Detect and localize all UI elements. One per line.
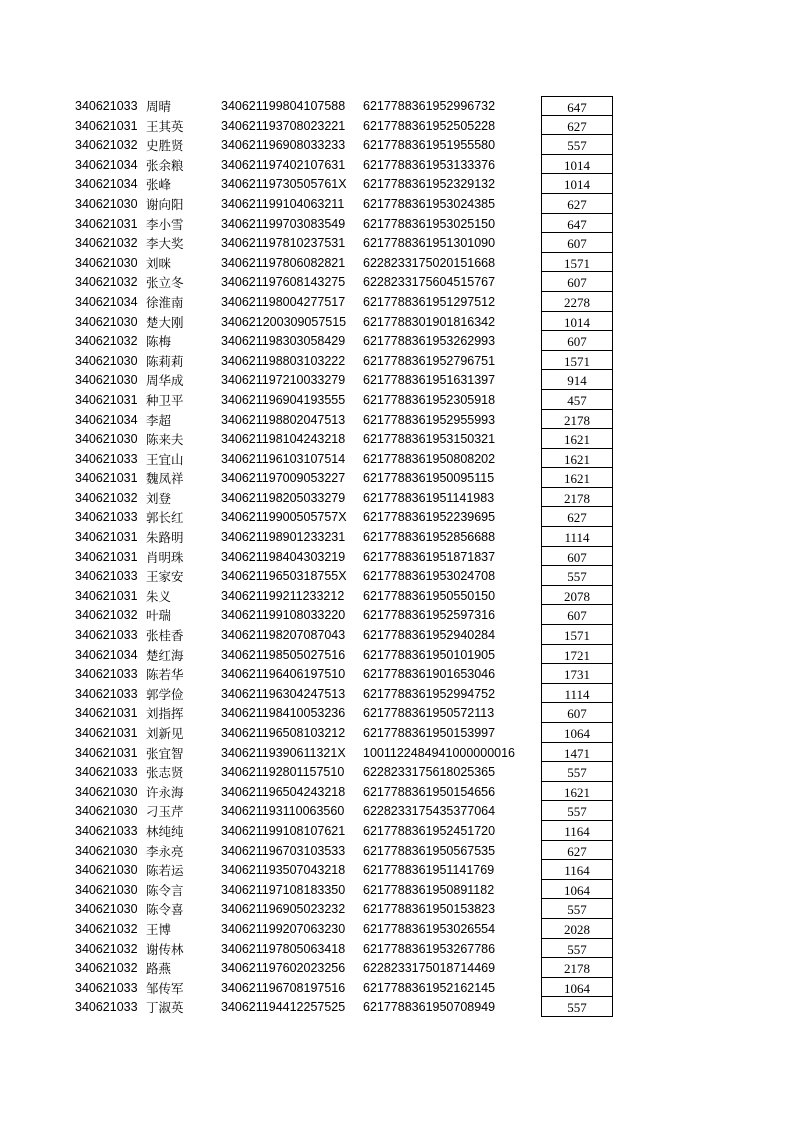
row-account-cell: 6217788361950101905	[363, 647, 496, 662]
table-row	[0, 312, 793, 332]
row-name-cell: 陈梅	[146, 334, 172, 350]
table-row	[0, 743, 793, 763]
row-amount-cell: 914	[541, 370, 613, 390]
row-amount-cell: 2178	[541, 958, 613, 978]
row-amount-cell: 2178	[541, 488, 613, 508]
row-code-cell: 340621031	[75, 471, 138, 486]
table-row	[0, 351, 793, 371]
table-row	[0, 292, 793, 312]
table-row	[0, 410, 793, 430]
row-code-cell: 340621030	[75, 373, 138, 388]
table-row	[0, 762, 793, 782]
row-amount-cell: 2278	[541, 292, 613, 312]
row-amount-cell: 607	[541, 605, 613, 625]
row-amount-cell: 2078	[541, 586, 613, 606]
row-code-cell: 340621032	[75, 138, 138, 153]
table-row	[0, 939, 793, 959]
row-account-cell: 6217788361952239695	[363, 510, 496, 525]
row-id-number-cell: 340621194412257525	[221, 1000, 346, 1015]
row-id-number-cell: 340621193507043218	[221, 863, 346, 878]
row-code-cell: 340621030	[75, 196, 138, 211]
row-amount-cell: 1571	[541, 625, 613, 645]
row-account-cell: 6217788361953267786	[363, 941, 496, 956]
row-account-cell: 6217788361953262993	[363, 334, 496, 349]
row-amount-cell: 1471	[541, 743, 613, 763]
table-row	[0, 586, 793, 606]
row-name-cell: 许永海	[146, 784, 184, 800]
row-code-cell: 340621030	[75, 843, 138, 858]
row-id-number-cell: 34062119730505761X	[221, 177, 347, 192]
table-row	[0, 782, 793, 802]
row-id-number-cell: 340621197602023256	[221, 961, 346, 976]
row-account-cell: 6217788361950808202	[363, 451, 496, 466]
row-id-number-cell: 340621198901233231	[221, 530, 346, 545]
row-account-cell: 6217788361953024708	[363, 569, 496, 584]
table-row	[0, 919, 793, 939]
table-row	[0, 821, 793, 841]
table-row	[0, 605, 793, 625]
row-code-cell: 340621031	[75, 706, 138, 721]
row-id-number-cell: 340621196905023232	[221, 902, 346, 917]
row-account-cell: 6228233175020151668	[363, 255, 496, 270]
row-name-cell: 丁淑英	[146, 1000, 184, 1016]
row-name-cell: 魏凤祥	[146, 471, 184, 487]
table-row	[0, 645, 793, 665]
row-id-number-cell: 340621196406197510	[221, 667, 346, 682]
table-row	[0, 116, 793, 136]
row-code-cell: 340621031	[75, 216, 138, 231]
row-name-cell: 陈令言	[146, 882, 184, 898]
row-code-cell: 340621034	[75, 157, 138, 172]
row-name-cell: 楚红海	[146, 647, 184, 663]
row-name-cell: 楚大刚	[146, 314, 184, 330]
row-amount-cell: 1014	[541, 312, 613, 332]
row-name-cell: 王家安	[146, 569, 184, 585]
row-account-cell: 6217788361951141769	[363, 863, 495, 878]
row-code-cell: 340621034	[75, 294, 138, 309]
row-code-cell: 340621030	[75, 255, 138, 270]
table-row	[0, 664, 793, 684]
row-amount-cell: 1621	[541, 429, 613, 449]
table-row	[0, 429, 793, 449]
row-code-cell: 340621032	[75, 334, 138, 349]
row-id-number-cell: 340621199703083549	[221, 216, 346, 231]
row-name-cell: 谢向阳	[146, 196, 184, 212]
row-name-cell: 陈若华	[146, 667, 184, 683]
row-code-cell: 340621034	[75, 412, 138, 427]
row-name-cell: 郭长红	[146, 510, 184, 526]
table-row	[0, 331, 793, 351]
table-row	[0, 174, 793, 194]
row-amount-cell: 1621	[541, 449, 613, 469]
row-name-cell: 李永亮	[146, 843, 184, 859]
row-name-cell: 张宜智	[146, 745, 184, 761]
row-code-cell: 340621031	[75, 118, 138, 133]
row-id-number-cell: 340621198505027516	[221, 647, 346, 662]
row-id-number-cell: 340621200309057515	[221, 314, 347, 329]
row-account-cell: 6217788361951301090	[363, 236, 496, 251]
table-row	[0, 566, 793, 586]
row-code-cell: 340621031	[75, 549, 138, 564]
table-row	[0, 488, 793, 508]
row-id-number-cell: 340621199207063230	[221, 921, 346, 936]
row-id-number-cell: 340621196508103212	[221, 726, 346, 740]
row-id-number-cell: 340621197402107631	[221, 157, 346, 172]
row-name-cell: 陈莉莉	[146, 353, 184, 369]
row-id-number-cell: 340621198803103222	[221, 353, 346, 368]
table-row	[0, 390, 793, 410]
row-amount-cell: 557	[541, 997, 613, 1017]
table-row	[0, 468, 793, 488]
row-id-number-cell: 340621198205033279	[221, 490, 346, 505]
table-row	[0, 214, 793, 234]
row-code-cell: 340621032	[75, 961, 138, 976]
row-name-cell: 种卫平	[146, 392, 184, 408]
row-amount-cell: 1731	[541, 664, 613, 684]
row-name-cell: 肖明珠	[146, 549, 184, 565]
table-row	[0, 547, 793, 567]
row-code-cell: 340621033	[75, 686, 138, 701]
row-name-cell: 陈令喜	[146, 902, 184, 918]
row-amount-cell: 557	[541, 566, 613, 586]
row-name-cell: 陈来夫	[146, 432, 184, 448]
row-code-cell: 340621030	[75, 804, 138, 819]
row-id-number-cell: 34062119650318755X	[221, 569, 347, 584]
row-amount-cell: 557	[541, 899, 613, 919]
row-name-cell: 史胜贤	[146, 138, 184, 154]
row-name-cell: 叶瑞	[146, 608, 172, 624]
table-row	[0, 841, 793, 861]
row-id-number-cell: 340621197210033279	[221, 373, 346, 388]
row-name-cell: 陈若运	[146, 863, 184, 879]
row-name-cell: 朱路明	[146, 530, 184, 546]
row-id-number-cell: 34062119390611321X	[221, 745, 346, 760]
row-id-number-cell: 340621198004277517	[221, 294, 346, 309]
row-account-cell: 6217788361953024385	[363, 196, 496, 211]
row-account-cell: 6217788361950095115	[363, 471, 495, 486]
table-row	[0, 253, 793, 273]
row-amount-cell: 607	[541, 703, 613, 723]
row-amount-cell: 557	[541, 135, 613, 155]
row-id-number-cell: 340621198802047513	[221, 412, 346, 427]
row-name-cell: 朱义	[146, 588, 172, 604]
table-row	[0, 96, 793, 116]
table-row	[0, 155, 793, 175]
row-account-cell: 6217788361951955580	[363, 138, 496, 153]
row-code-cell: 340621030	[75, 863, 138, 878]
row-code-cell: 340621031	[75, 588, 138, 603]
row-code-cell: 340621030	[75, 353, 138, 368]
row-name-cell: 林纯纯	[146, 823, 184, 839]
row-code-cell: 340621033	[75, 451, 138, 466]
row-account-cell: 6217788361950153997	[363, 726, 496, 740]
row-amount-cell: 557	[541, 801, 613, 821]
row-name-cell: 刁玉芹	[146, 804, 184, 820]
row-account-cell: 6217788361951297512	[363, 294, 496, 309]
row-account-cell: 6217788361950891182	[363, 882, 495, 897]
row-name-cell: 王博	[146, 921, 172, 937]
table-row	[0, 958, 793, 978]
row-account-cell: 6217788361952162145	[363, 980, 496, 995]
row-code-cell: 340621031	[75, 392, 138, 407]
row-amount-cell: 1164	[541, 860, 613, 880]
row-name-cell: 李大奖	[146, 236, 184, 252]
row-account-cell: 6217788301901816342	[363, 314, 496, 329]
row-amount-cell: 647	[541, 96, 613, 116]
row-account-cell: 6217788361951631397	[363, 373, 496, 388]
row-id-number-cell: 340621196703103533	[221, 843, 346, 858]
row-name-cell: 张峰	[146, 177, 172, 193]
row-name-cell: 郭学俭	[146, 686, 184, 702]
row-amount-cell: 627	[541, 116, 613, 136]
row-code-cell: 340621033	[75, 510, 138, 525]
row-name-cell: 李超	[146, 412, 172, 428]
row-code-cell: 340621033	[75, 628, 138, 643]
row-id-number-cell: 340621198404303219	[221, 549, 346, 564]
row-id-number-cell: 340621197805063418	[221, 941, 346, 956]
row-code-cell: 340621030	[75, 902, 138, 917]
row-code-cell: 340621031	[75, 530, 138, 545]
row-amount-cell: 607	[541, 331, 613, 351]
table-row	[0, 723, 793, 743]
row-id-number-cell: 340621196908033233	[221, 138, 346, 153]
row-amount-cell: 607	[541, 233, 613, 253]
row-code-cell: 340621032	[75, 608, 138, 623]
row-amount-cell: 457	[541, 390, 613, 410]
row-name-cell: 李小雪	[146, 216, 184, 232]
row-account-cell: 6217788361952451720	[363, 823, 496, 838]
row-id-number-cell: 340621196708197516	[221, 980, 346, 995]
row-amount-cell: 1114	[541, 684, 613, 704]
row-name-cell: 张余粮	[146, 157, 184, 173]
row-account-cell: 6228233175604515767	[363, 275, 496, 290]
row-account-cell: 6228233175435377064	[363, 804, 496, 819]
table-row	[0, 801, 793, 821]
row-account-cell: 6217788361950550150	[363, 588, 496, 603]
row-name-cell: 王宜山	[146, 451, 184, 467]
table-row	[0, 625, 793, 645]
row-amount-cell: 1114	[541, 527, 613, 547]
row-amount-cell: 1571	[541, 253, 613, 273]
row-name-cell: 刘登	[146, 490, 172, 506]
row-account-cell: 6217788361952505228	[363, 118, 496, 133]
row-id-number-cell: 340621197009053227	[221, 471, 346, 486]
row-account-cell: 6217788361952996732	[363, 99, 496, 113]
row-code-cell: 340621030	[75, 882, 138, 897]
row-code-cell: 340621033	[75, 569, 138, 584]
row-id-number-cell: 340621193110063560	[221, 804, 345, 819]
row-account-cell: 6217788361950153823	[363, 902, 496, 917]
row-id-number-cell: 340621199211233212	[221, 588, 345, 603]
row-account-cell: 6217788361950154656	[363, 784, 496, 799]
table-row	[0, 703, 793, 723]
row-account-cell: 6217788361951141983	[363, 490, 495, 505]
row-id-number-cell: 340621198207087043	[221, 628, 346, 643]
row-name-cell: 张立冬	[146, 275, 184, 291]
row-id-number-cell: 340621197810237531	[221, 236, 346, 251]
row-amount-cell: 627	[541, 194, 613, 214]
row-code-cell: 340621034	[75, 177, 138, 192]
row-code-cell: 340621032	[75, 921, 138, 936]
table-row	[0, 272, 793, 292]
row-account-cell: 6217788361950572113	[363, 706, 495, 721]
row-name-cell: 张志贤	[146, 765, 184, 781]
row-name-cell: 王其英	[146, 118, 184, 134]
row-account-cell: 1001122484941000000016	[363, 745, 516, 760]
row-amount-cell: 627	[541, 507, 613, 527]
row-account-cell: 6217788361953150321	[363, 432, 496, 447]
row-name-cell: 邹传军	[146, 980, 184, 996]
row-id-number-cell: 340621196904193555	[221, 392, 346, 407]
spreadsheet-table	[0, 96, 793, 1017]
row-id-number-cell: 34062119900505757X	[221, 510, 347, 525]
row-code-cell: 340621033	[75, 1000, 138, 1015]
row-amount-cell: 627	[541, 841, 613, 861]
row-id-number-cell: 340621197108183350	[221, 882, 346, 897]
row-name-cell: 周华成	[146, 373, 184, 389]
table-row	[0, 860, 793, 880]
row-code-cell: 340621034	[75, 647, 138, 662]
row-amount-cell: 1164	[541, 821, 613, 841]
row-id-number-cell: 340621199108033220	[221, 608, 346, 623]
row-code-cell: 340621032	[75, 941, 138, 956]
row-id-number-cell: 340621199104063211	[221, 196, 345, 211]
table-row	[0, 507, 793, 527]
row-name-cell: 刘指挥	[146, 706, 184, 722]
row-id-number-cell: 340621198303058429	[221, 334, 346, 349]
row-name-cell: 周晴	[146, 99, 172, 114]
row-code-cell: 340621033	[75, 765, 138, 780]
row-account-cell: 6217788361952329132	[363, 177, 496, 192]
row-code-cell: 340621031	[75, 745, 138, 760]
row-name-cell: 徐淮南	[146, 294, 184, 310]
row-amount-cell: 1621	[541, 468, 613, 488]
row-account-cell: 6217788361953025150	[363, 216, 496, 231]
row-account-cell: 6217788361953133376	[363, 157, 496, 172]
row-account-cell: 6217788361952856688	[363, 530, 496, 545]
row-code-cell: 340621032	[75, 236, 138, 251]
row-code-cell: 340621032	[75, 275, 138, 290]
row-amount-cell: 1721	[541, 645, 613, 665]
row-code-cell: 340621030	[75, 314, 138, 329]
row-account-cell: 6217788361901653046	[363, 667, 496, 682]
row-code-cell: 340621031	[75, 726, 138, 740]
row-name-cell: 谢传林	[146, 941, 184, 957]
row-account-cell: 6228233175018714469	[363, 961, 496, 976]
row-amount-cell: 1571	[541, 351, 613, 371]
row-id-number-cell: 340621198410053236	[221, 706, 346, 721]
row-id-number-cell: 340621197806082821	[221, 255, 346, 270]
row-amount-cell: 1064	[541, 978, 613, 998]
row-id-number-cell: 340621196504243218	[221, 784, 346, 799]
row-id-number-cell: 340621198104243218	[221, 432, 346, 447]
row-code-cell: 340621033	[75, 980, 138, 995]
table-row	[0, 899, 793, 919]
row-amount-cell: 1014	[541, 155, 613, 175]
table-row	[0, 684, 793, 704]
table-row	[0, 370, 793, 390]
row-amount-cell: 557	[541, 762, 613, 782]
row-name-cell: 刘新见	[146, 726, 184, 741]
table-row	[0, 233, 793, 253]
row-code-cell: 340621033	[75, 823, 138, 838]
row-account-cell: 6217788361952940284	[363, 628, 496, 643]
row-code-cell: 340621033	[75, 99, 138, 113]
table-row	[0, 997, 793, 1017]
table-row	[0, 880, 793, 900]
row-id-number-cell: 340621197608143275	[221, 275, 346, 290]
row-amount-cell: 2028	[541, 919, 613, 939]
table-row	[0, 978, 793, 998]
row-account-cell: 6217788361950708949	[363, 1000, 496, 1015]
row-name-cell: 张桂香	[146, 628, 184, 644]
row-account-cell: 6217788361951871837	[363, 549, 496, 564]
row-name-cell: 路燕	[146, 961, 172, 977]
table-row	[0, 135, 793, 155]
row-account-cell: 6217788361950567535	[363, 843, 496, 858]
row-code-cell: 340621030	[75, 784, 138, 799]
row-account-cell: 6217788361952955993	[363, 412, 496, 427]
row-id-number-cell: 340621192801157510	[221, 765, 345, 780]
row-amount-cell: 2178	[541, 410, 613, 430]
row-account-cell: 6217788361952994752	[363, 686, 496, 701]
row-id-number-cell: 340621196103107514	[221, 451, 346, 466]
row-name-cell: 刘咪	[146, 255, 172, 271]
row-amount-cell: 1621	[541, 782, 613, 802]
row-id-number-cell: 340621199108107621	[221, 823, 346, 838]
row-id-number-cell: 340621193708023221	[221, 118, 346, 133]
table-row	[0, 449, 793, 469]
row-account-cell: 6217788361952597316	[363, 608, 496, 623]
row-account-cell: 6228233175618025365	[363, 765, 496, 780]
table-row	[0, 194, 793, 214]
row-id-number-cell: 340621196304247513	[221, 686, 346, 701]
row-amount-cell: 557	[541, 939, 613, 959]
row-amount-cell: 607	[541, 272, 613, 292]
row-amount-cell: 1064	[541, 723, 613, 743]
row-code-cell: 340621033	[75, 667, 138, 682]
row-id-number-cell: 340621199804107588	[221, 99, 346, 113]
row-amount-cell: 1014	[541, 174, 613, 194]
row-code-cell: 340621030	[75, 432, 138, 447]
row-code-cell: 340621032	[75, 490, 138, 505]
table-row	[0, 527, 793, 547]
row-amount-cell: 1064	[541, 880, 613, 900]
row-amount-cell: 607	[541, 547, 613, 567]
row-account-cell: 6217788361953026554	[363, 921, 496, 936]
row-account-cell: 6217788361952796751	[363, 353, 496, 368]
row-account-cell: 6217788361952305918	[363, 392, 496, 407]
row-amount-cell: 647	[541, 214, 613, 234]
